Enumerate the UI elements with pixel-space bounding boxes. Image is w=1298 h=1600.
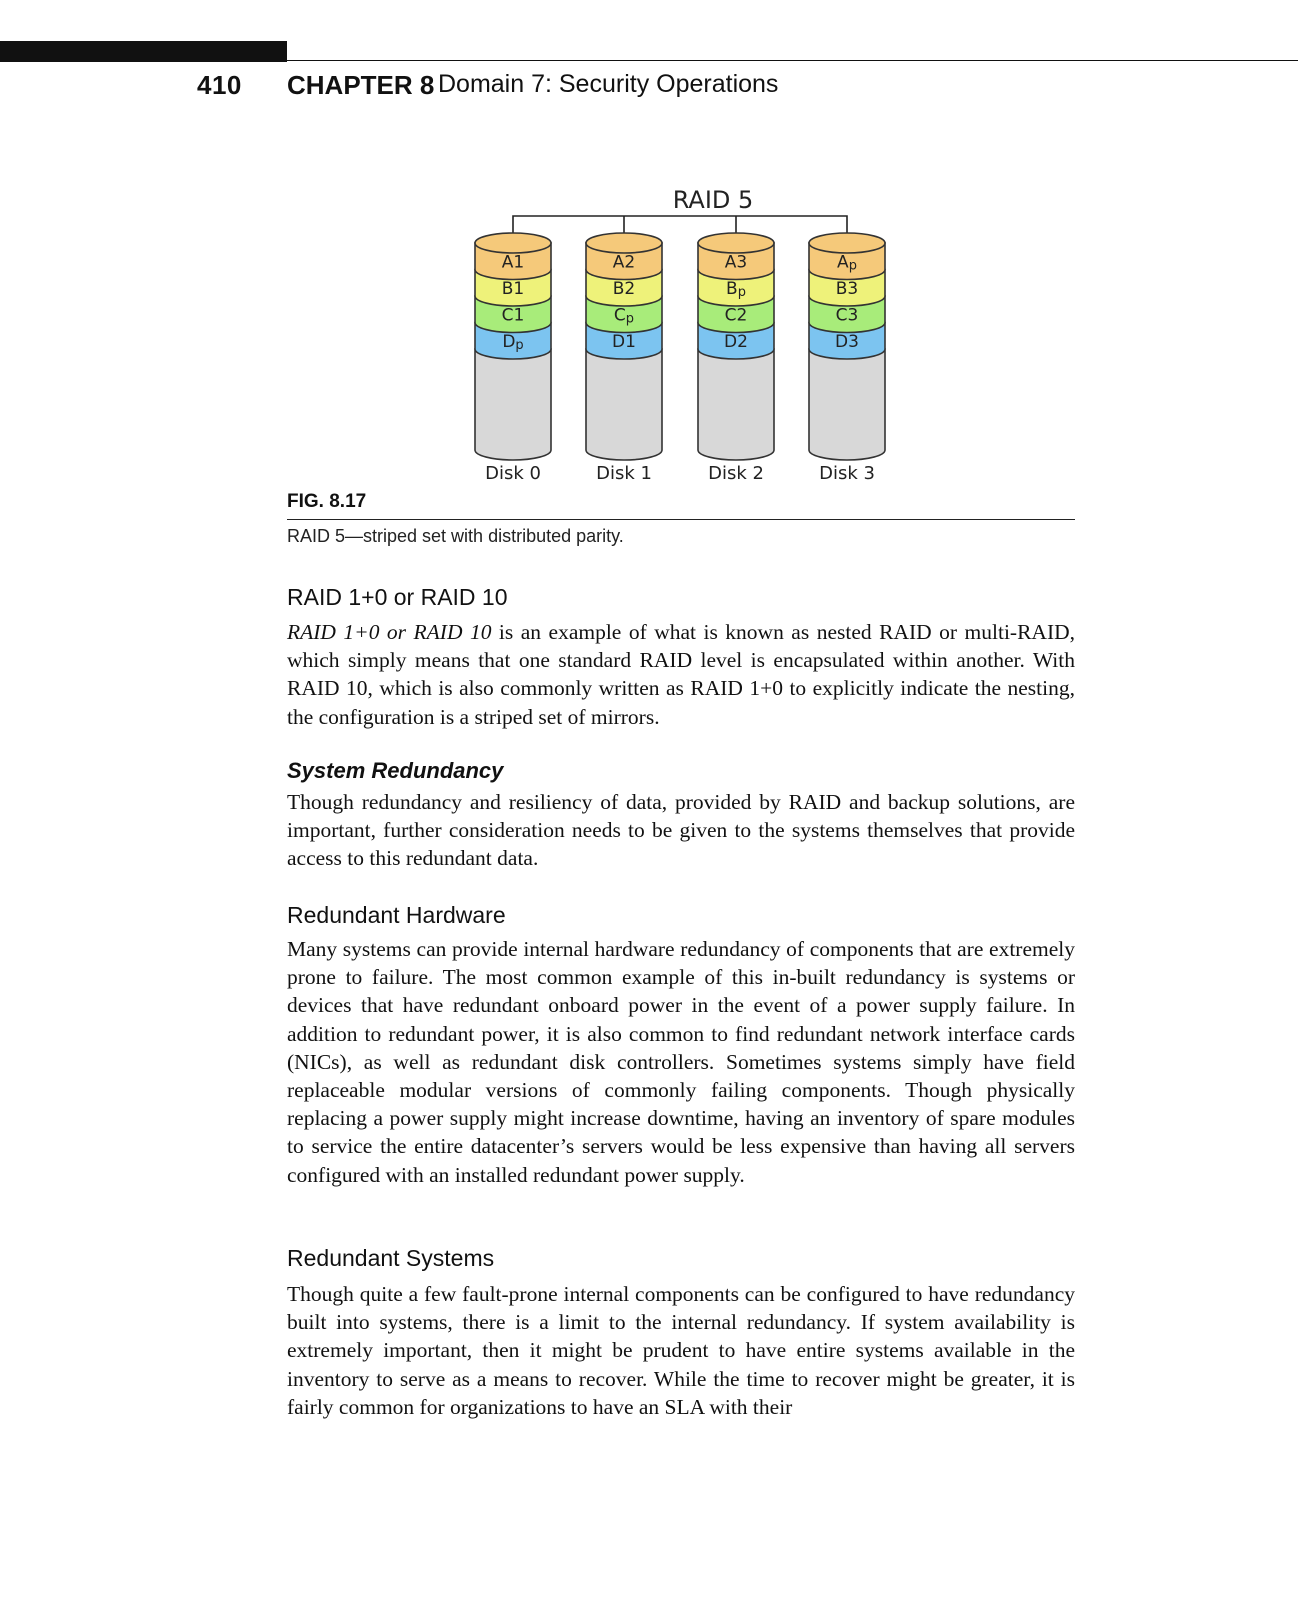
chapter-label: CHAPTER 8 [287, 70, 435, 100]
block-label [725, 252, 747, 272]
block-label [502, 252, 524, 272]
block-label-main: C [613, 305, 626, 326]
disk-2 [698, 233, 774, 484]
block-label [836, 305, 859, 325]
disk-label: Disk 0 [485, 463, 541, 484]
figure-number: FIG. 8.17 [287, 491, 367, 512]
block-label-main: B3 [835, 278, 859, 299]
disk-top-cap [475, 233, 551, 253]
block-label-main: A3 [724, 252, 748, 273]
block-label-parity: p [515, 337, 524, 353]
block-label [502, 305, 525, 325]
raid10-lead-term: RAID 1+0 or RAID 10 [287, 620, 492, 644]
block-label [502, 279, 524, 299]
raid-disks [475, 233, 885, 484]
disk-label: Disk 3 [819, 463, 875, 484]
block-label-main: B2 [612, 278, 636, 299]
raid5-figure [460, 180, 900, 490]
disk-1 [586, 233, 662, 484]
header-bar [0, 41, 287, 62]
section-heading-raid10: RAID 1+0 or RAID 10 [287, 584, 508, 610]
disk-top-cap [809, 233, 885, 253]
raid10-body: is an example of what is known as nested RAID or multi-RAID, which simply means that one standard RAID level is encapsulated within another. With RAID 10, which is also commonly written as RAID 1+0 to explicitly indicate the nesting, the configuration is a striped set of mirrors. [287, 620, 1076, 729]
section-heading-redundant-hardware: Redundant Hardware [287, 902, 506, 928]
disk-label: Disk 2 [708, 463, 764, 484]
block-label-main: C1 [501, 305, 525, 326]
block-label-main: C2 [724, 305, 748, 326]
block-label [613, 252, 635, 272]
block-label [725, 305, 748, 325]
block-label [613, 279, 635, 299]
block-label-main: D [502, 331, 516, 352]
paragraph-raid10 [287, 618, 1075, 731]
block-label-main: D1 [612, 331, 636, 352]
block-label-main: D3 [835, 331, 859, 352]
disk-label: Disk 1 [596, 463, 652, 484]
paragraph-redundant-hardware: Many systems can provide internal hardware redundancy of components that are extremely prone to failure. The most common example of this in-built redundancy is systems or devices that have redundant onboard power in the event of a power supply failure. In addition to redundant power, it is also common to find redundant network interface cards (NICs), as well as redundant disk controllers. Sometimes systems simply have field replaceable modular versions of commonly failing components. Though physically replacing a power supply might increase downtime, having an inventory of spare modules to service the entire datacenter’s servers would be less expensive than having all servers configured with an installed redundant power supply. [287, 937, 1075, 1187]
block-label [724, 332, 748, 352]
block-label-main: C3 [835, 305, 859, 326]
disk-empty-space [586, 349, 662, 460]
block-label-parity: p [737, 284, 746, 300]
disk-3 [809, 233, 885, 484]
block-label-main: B1 [501, 278, 525, 299]
block-label-parity: p [848, 258, 857, 274]
figure-rule [287, 519, 1075, 520]
section-heading-redundant-systems: Redundant Systems [287, 1245, 495, 1271]
disk-top-cap [698, 233, 774, 253]
block-label [836, 279, 858, 299]
raid5-diagram [460, 180, 900, 490]
raid-tree-lines [513, 216, 847, 243]
disk-empty-space [809, 349, 885, 460]
figure-title: RAID 5 [672, 186, 754, 214]
block-label [612, 332, 636, 352]
disk-0 [475, 233, 551, 484]
page-number: 410 [197, 70, 242, 100]
tree-connector-line [513, 216, 847, 243]
block-label-main: A2 [612, 252, 636, 273]
block-label [835, 332, 859, 352]
paragraph-redundant-systems: Though quite a few fault-prone internal components can be configured to have redundancy built into systems, there is a limit to the internal redundancy. If system availability is extremely important, then it might be prudent to have entire systems available in the inventory to serve as a means to recover. While the time to recover might be greater, it is fairly common for organizations to have an SLA with their [287, 1282, 1075, 1419]
block-label-main: B [726, 278, 738, 299]
block-label-main: A [837, 252, 849, 273]
header-rule [287, 60, 1298, 61]
running-header [0, 70, 1298, 104]
section-heading-system-redundancy: System Redundancy [287, 758, 504, 783]
figure-caption: RAID 5—striped set with distributed parity. [287, 526, 624, 546]
block-label-parity: p [625, 311, 635, 327]
disk-top-cap [586, 233, 662, 253]
block-label-main: D2 [724, 331, 748, 352]
disk-empty-space [698, 349, 774, 460]
paragraph-system-redundancy: Though redundancy and resiliency of data, provided by RAID and backup solutions, are important, further consideration needs to be given to the systems themselves that provide access to this redundant data. [287, 790, 1075, 871]
block-label-main: A1 [501, 252, 525, 273]
disk-empty-space [475, 349, 551, 460]
chapter-title: Domain 7: Security Operations [438, 70, 779, 98]
